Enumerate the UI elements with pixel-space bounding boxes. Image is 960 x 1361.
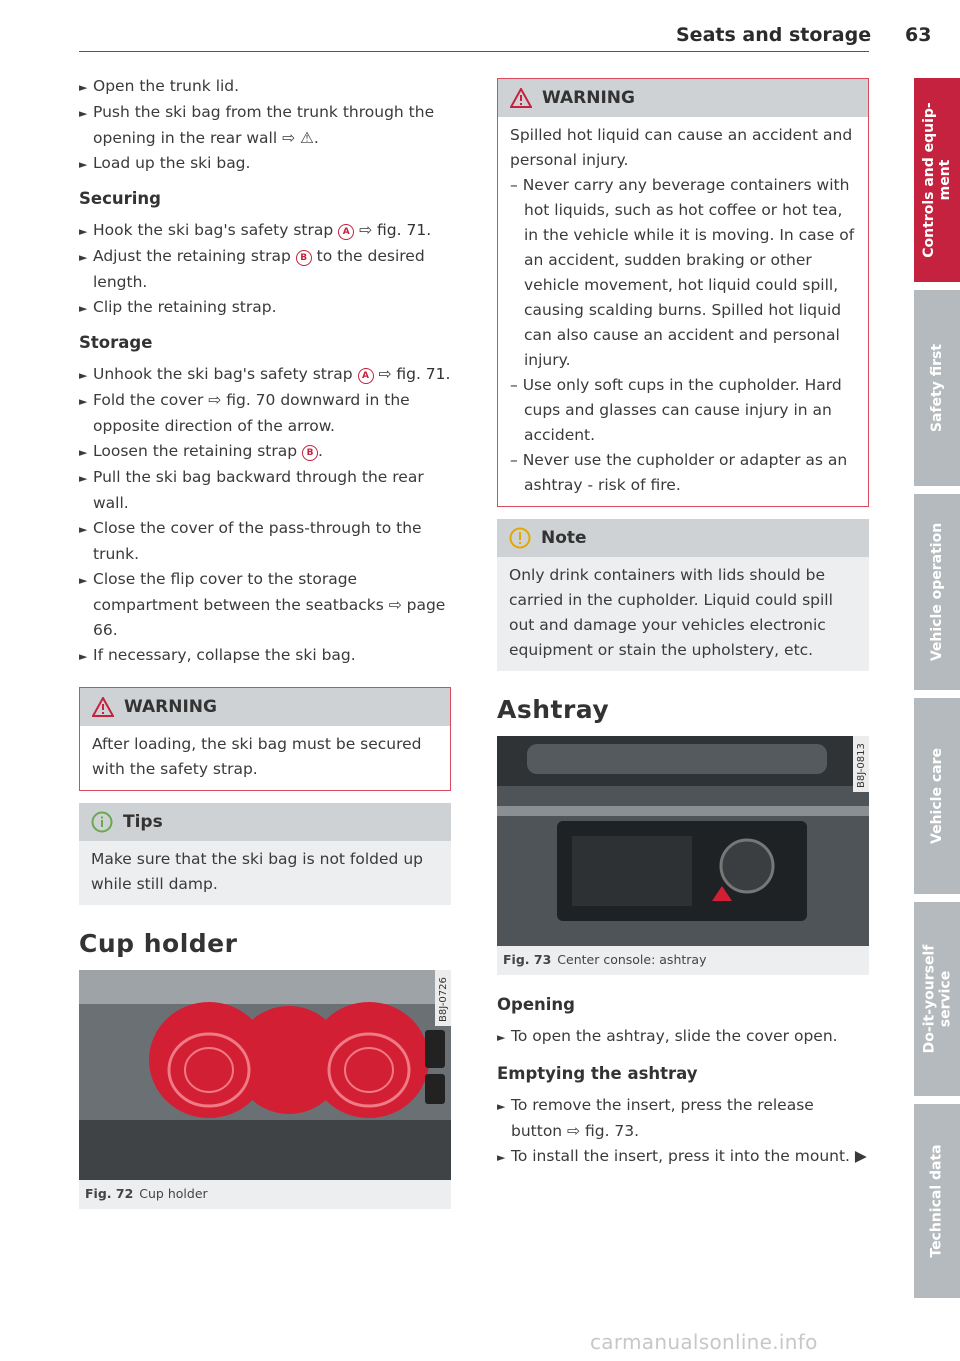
running-header-title: Seats and storage [676, 24, 872, 46]
list-item: ► Load up the ski bag. [79, 154, 251, 172]
tab-label: Vehicle operation [929, 522, 946, 662]
callout-a-badge: A [338, 224, 354, 240]
list-item: ► Clip the retaining strap. [79, 298, 277, 316]
warning-icon [510, 88, 532, 108]
tab-vehicle-care[interactable] [914, 698, 960, 894]
emptying-heading: Emptying the ashtray [497, 1064, 698, 1083]
tab-controls-and-equipment[interactable] [914, 78, 960, 282]
warning-body [498, 117, 868, 506]
list-item: ► Adjust the retaining strap B to the desired length. [79, 247, 425, 291]
note-text: Only drink containers with lids should be carried in the cupholder. Liquid could spill out and damage your vehicles electronic equipment or stain the upholstery, etc. [497, 557, 869, 671]
cup-holder-heading: Cup holder [79, 929, 238, 958]
list-item: ► Hook the ski bag's safety strap A ⇨ fig. 71. [79, 221, 432, 239]
tab-label: Do-it-yourself service [921, 944, 953, 1054]
warning-header: WARNING [498, 79, 868, 117]
tab-label: Controls and equip- ment [921, 102, 954, 258]
figure-code: B8J-0726 [438, 977, 449, 1022]
note-box [497, 519, 869, 671]
page-number: 63 [905, 24, 932, 46]
list-item: ► Open the trunk lid. [79, 77, 240, 95]
callout-b-badge: B [302, 445, 318, 461]
warning-text: After loading, the ski bag must be secured with the safety strap. [80, 726, 450, 790]
callout-a-badge: A [358, 368, 374, 384]
warning-header: WARNING [80, 688, 450, 726]
header-rule [79, 51, 869, 52]
cup-holder-image [79, 970, 451, 1180]
tips-header: Tips [79, 803, 451, 841]
list-item: ► Pull the ski bag backward through the rear wall. [79, 468, 424, 512]
list-item: – Never carry any beverage containers with hot liquids, such as hot coffee or hot tea, in the vehicle while it is moving. In case of an accident, sudden braking or other vehicle movement, hot liquid could spill, causing scalding burns. Spilled hot liquid can also cause an accident and personal injury. [510, 176, 855, 369]
tips-text: Make sure that the ski bag is not folded up while still damp. [79, 841, 451, 905]
warning-icon [92, 697, 114, 717]
tab-do-it-yourself-service[interactable] [914, 902, 960, 1096]
list-item: ► To remove the insert, press the release button ⇨ fig. 73. [497, 1096, 814, 1140]
list-item: ► Close the cover of the pass-through to the trunk. [79, 519, 422, 563]
tab-technical-data[interactable] [914, 1104, 960, 1298]
warning-text: Spilled hot liquid can cause an accident and personal injury. [510, 126, 853, 169]
list-item: – Use only soft cups in the cupholder. Hard cups and glasses can cause injury in an accident. [510, 376, 842, 444]
warning-box [79, 687, 451, 791]
figure-72 [79, 970, 451, 1209]
ashtray-heading: Ashtray [497, 695, 610, 724]
list-item: – Never use the cupholder or adapter as an ashtray - risk of fire. [510, 451, 848, 494]
list-item: ► If necessary, collapse the ski bag. [79, 646, 356, 664]
storage-heading: Storage [79, 333, 153, 352]
tab-vehicle-operation[interactable] [914, 494, 960, 690]
info-icon [91, 811, 113, 833]
list-item: ► Push the ski bag from the trunk through the opening in the rear wall ⇨ ⚠. [79, 103, 435, 147]
tab-safety-first[interactable] [914, 290, 960, 486]
list-item: ► To open the ashtray, slide the cover open. [497, 1027, 838, 1045]
watermark: carmanualsonline.info [590, 1330, 818, 1354]
list-item: ► Unhook the ski bag's safety strap A ⇨ fig. 71. [79, 365, 451, 383]
list-item: ► Close the flip cover to the storage compartment between the seatbacks ⇨ page 66. [79, 570, 446, 639]
callout-b-badge: B [296, 250, 312, 266]
note-icon [509, 527, 531, 549]
tab-label: Vehicle care [929, 748, 946, 844]
figure-73 [497, 736, 869, 975]
list-item: ► Fold the cover ⇨ fig. 70 downward in the opposite direction of the arrow. [79, 391, 410, 435]
right-column [497, 78, 869, 1170]
figure-caption: Fig. 73 Center console: ashtray [503, 952, 707, 967]
ashtray-image [497, 736, 869, 946]
list-item: ► Loosen the retaining strap B . [79, 442, 323, 460]
left-column [79, 74, 451, 1209]
tab-label: Safety first [929, 343, 945, 433]
tab-label: Technical data [929, 1144, 945, 1258]
warning-box [497, 78, 869, 507]
tips-box [79, 803, 451, 905]
list-item: ► To install the insert, press it into the mount. ▶ [497, 1147, 867, 1165]
note-header: Note [497, 519, 869, 557]
figure-caption: Fig. 72 Cup holder [85, 1186, 208, 1201]
figure-code: B8J-0813 [856, 743, 867, 788]
securing-heading: Securing [79, 189, 161, 208]
opening-heading: Opening [497, 995, 575, 1014]
